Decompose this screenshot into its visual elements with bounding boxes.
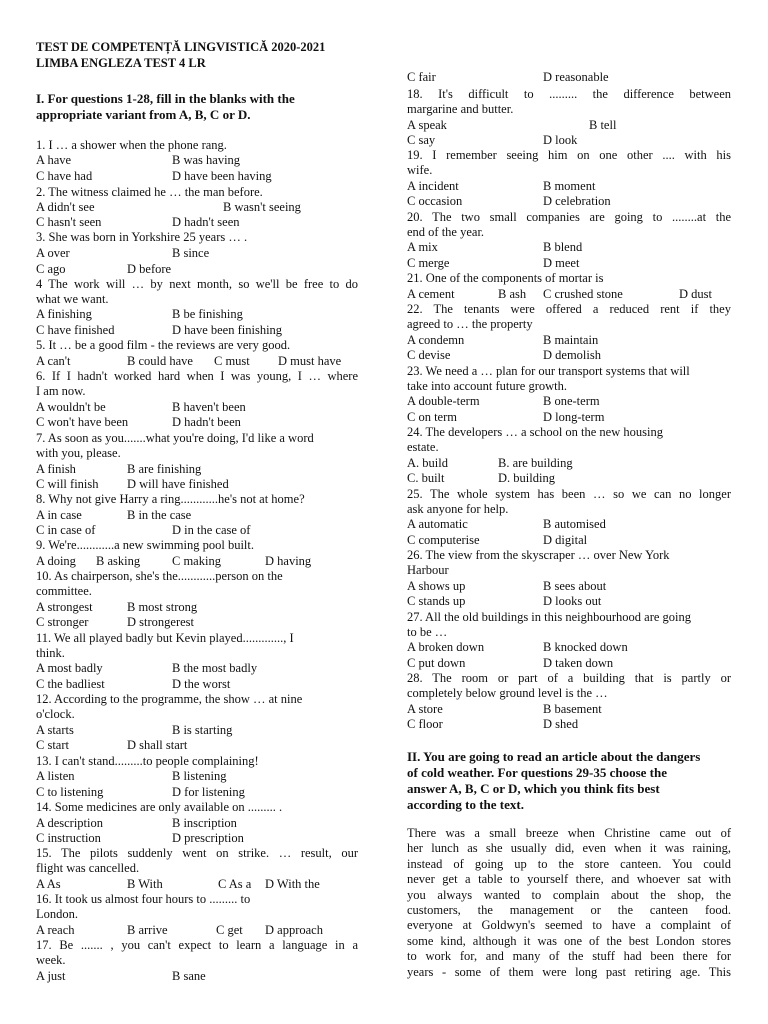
question-10-options: [36, 615, 358, 630]
option-b: B maintain: [543, 333, 599, 347]
option-d: D meet: [543, 256, 580, 270]
question-10: 10. As chairperson, she's the............person on the: [36, 569, 283, 583]
article-paragraph-line: years - some of them were long past retiring age. This: [407, 964, 731, 979]
option-d: D hadn't seen: [172, 215, 240, 229]
option-a: A speak: [407, 118, 447, 132]
option-d: D prescription: [172, 831, 244, 845]
question-16: 16. It took us almost four hours to ......... to: [36, 892, 251, 906]
option-d: D shed: [543, 717, 579, 731]
question-1-options: [36, 169, 358, 184]
question-18-options: [407, 118, 731, 133]
question-18-cont: margarine and butter.: [407, 102, 514, 116]
question-12-options: [36, 723, 358, 738]
option-b: B the most badly: [172, 661, 258, 675]
article-paragraph-line: everyone at Goldwyn's seemed to have a complaint of: [407, 918, 731, 933]
option-c: C floor: [407, 717, 443, 731]
question-5: 5. It … be a good film - the reviews are very good.: [36, 338, 291, 352]
option-a: A doing: [36, 554, 76, 568]
question-10-options: [36, 600, 358, 615]
option-c: C won't have been: [36, 415, 129, 429]
question-17-options: [36, 969, 358, 984]
option-c: C in case of: [36, 523, 96, 537]
option-a: A shows up: [407, 579, 466, 593]
question-4-options: [36, 323, 358, 338]
article-paragraph-line: instead of going up to the store canteen. You could: [407, 856, 731, 871]
option-a: A have: [36, 153, 72, 167]
question-12-options: [36, 738, 358, 753]
question-9: 9. We're............a new swimming pool built.: [36, 538, 255, 552]
section-2-instruction: II. You are going to read an article about the dangers: [407, 749, 701, 764]
question-28-options: [407, 702, 731, 717]
question-6-cont: I am now.: [36, 384, 86, 398]
question-14-options: [36, 816, 358, 831]
question-26-cont: Harbour: [407, 563, 449, 577]
option-b: B ash: [498, 287, 527, 301]
question-25-cont: ask anyone for help.: [407, 502, 509, 516]
option-c: C on term: [407, 410, 457, 424]
option-c: C As a: [218, 877, 252, 891]
question-13-options: [36, 785, 358, 800]
question-22-options: [407, 348, 731, 363]
option-d: D will have finished: [127, 477, 229, 491]
option-d: D celebration: [543, 194, 611, 208]
question-16-cont: London.: [36, 907, 79, 921]
question-19-options: [407, 179, 731, 194]
option-c: C ago: [36, 262, 66, 276]
question-20-options: [407, 256, 731, 271]
question-11: 11. We all played badly but Kevin played............., I: [36, 631, 294, 645]
question-13-options: [36, 769, 358, 784]
option-c: C crushed stone: [543, 287, 623, 301]
option-c: C have had: [36, 169, 93, 183]
section-2-instruction: according to the text.: [407, 797, 524, 812]
question-3: 3. She was born in Yorkshire 25 years … .: [36, 230, 248, 244]
question-18-options: [407, 133, 731, 148]
option-c: C. built: [407, 471, 445, 485]
question-24-cont: estate.: [407, 440, 439, 454]
option-b: B With: [127, 877, 163, 891]
option-a: A in case: [36, 508, 82, 522]
option-a: A can't: [36, 354, 71, 368]
question-2: 2. The witness claimed he … the man before.: [36, 185, 263, 199]
question-19-cont: wife.: [407, 163, 433, 177]
option-c: C stronger: [36, 615, 89, 629]
option-d: D the worst: [172, 677, 231, 691]
option-b: B could have: [127, 354, 193, 368]
question-18: 18. It's difficult to ......... the difference between: [407, 87, 731, 101]
option-a: A As: [36, 877, 61, 891]
question-10-cont: committee.: [36, 584, 92, 598]
option-d: D strongerest: [127, 615, 194, 629]
option-d: D must have: [278, 354, 342, 368]
option-c: C must: [214, 354, 250, 368]
question-8-options: [36, 523, 358, 538]
question-27: 27. All the old buildings in this neighbourhood are going: [407, 610, 692, 624]
option-a: A condemn: [407, 333, 465, 347]
option-a: A incident: [407, 179, 459, 193]
section-1-instruction: I. For questions 1-28, fill in the blanks with the: [36, 91, 295, 106]
option-c: C have finished: [36, 323, 115, 337]
question-12-cont: o'clock.: [36, 707, 75, 721]
option-a: A finishing: [36, 307, 92, 321]
question-27-options: [407, 656, 731, 671]
option-a: A didn't see: [36, 200, 95, 214]
question-20-cont: end of the year.: [407, 225, 485, 239]
option-c: C will finish: [36, 477, 99, 491]
question-19-options: [407, 194, 731, 209]
question-27-options: [407, 640, 731, 655]
option-d: D. building: [498, 471, 555, 485]
option-a: A wouldn't be: [36, 400, 106, 414]
question-21: 21. One of the components of mortar is: [407, 271, 604, 285]
option-a: A most badly: [36, 661, 103, 675]
option-a: A automatic: [407, 517, 468, 531]
option-b: B are finishing: [127, 462, 202, 476]
question-17: 17. Be ....... , you can't expect to learn a language in a: [36, 938, 358, 952]
option-d: D look: [543, 133, 578, 147]
option-d: D With the: [265, 877, 320, 891]
question-7-options: [36, 477, 358, 492]
question-8-options: [36, 508, 358, 523]
option-d: D approach: [265, 923, 323, 937]
option-b: B is starting: [172, 723, 233, 737]
option-a: A broken down: [407, 640, 485, 654]
option-c: C making: [172, 554, 221, 568]
option-d: D demolish: [543, 348, 601, 362]
question-17-options: [407, 70, 731, 85]
option-a: A cement: [407, 287, 455, 301]
option-b: B sees about: [543, 579, 607, 593]
question-23-cont: take into account future growth.: [407, 379, 568, 393]
question-2-options: [36, 215, 358, 230]
question-26-options: [407, 579, 731, 594]
article-paragraph-line: customers, the management or the canteen food.: [407, 903, 731, 917]
option-d: D hadn't been: [172, 415, 241, 429]
question-20-options: [407, 240, 731, 255]
option-b: B most strong: [127, 600, 198, 614]
question-8: 8. Why not give Harry a ring............he's not at home?: [36, 492, 305, 506]
question-7: 7. As soon as you.......what you're doing, I'd like a word: [36, 431, 314, 445]
question-2-options: [36, 200, 358, 215]
option-a: A mix: [407, 240, 438, 254]
option-b: B haven't been: [172, 400, 246, 414]
question-22-options: [407, 333, 731, 348]
option-a: A listen: [36, 769, 75, 783]
question-27-cont: to be …: [407, 625, 448, 639]
option-d: D dust: [679, 287, 712, 301]
option-b: B automised: [543, 517, 606, 531]
option-a: A strongest: [36, 600, 93, 614]
question-24-options: [407, 456, 731, 471]
option-a: A starts: [36, 723, 74, 737]
question-11-options: [36, 677, 358, 692]
question-4: 4 The work will … by next month, so we'll be free to do: [36, 277, 358, 291]
option-c: C say: [407, 133, 436, 147]
question-22-cont: agreed to … the property: [407, 317, 533, 331]
option-c: C stands up: [407, 594, 466, 608]
option-c: C merge: [407, 256, 450, 270]
question-24-options: [407, 471, 731, 486]
option-b: B sane: [172, 969, 206, 983]
option-d: D long-term: [543, 410, 605, 424]
option-a: A double-term: [407, 394, 480, 408]
option-b: B in the case: [127, 508, 192, 522]
option-b: B moment: [543, 179, 596, 193]
document-title: TEST DE COMPETENȚĂ LINGVISTICĂ 2020-2021: [36, 40, 326, 54]
option-d: D for listening: [172, 785, 245, 799]
option-d: D having: [265, 554, 312, 568]
option-d: D digital: [543, 533, 588, 547]
question-9-options: [36, 554, 358, 569]
question-26: 26. The view from the skyscraper … over New York: [407, 548, 670, 562]
option-b: B be finishing: [172, 307, 243, 321]
question-11-options: [36, 661, 358, 676]
article-paragraph-line: There was a small breeze when Christine came out of: [407, 826, 731, 840]
question-25: 25. The whole system has been … so we can no longer: [407, 487, 731, 501]
option-d: D shall start: [127, 738, 188, 752]
option-b: B inscription: [172, 816, 237, 830]
option-c: C computerise: [407, 533, 480, 547]
option-d: D reasonable: [543, 70, 609, 84]
question-22: 22. The tenants were offered a reduced rent if they: [407, 302, 731, 316]
option-c: C the badliest: [36, 677, 105, 691]
question-6-options: [36, 415, 358, 430]
question-6: 6. If I hadn't worked hard when I was young, I … where: [36, 369, 358, 383]
option-d: D have been finishing: [172, 323, 283, 337]
option-a: A over: [36, 246, 70, 260]
option-c: C hasn't seen: [36, 215, 102, 229]
article-paragraph-line: some kind, although it was one of the best London stores: [407, 933, 731, 948]
question-24: 24. The developers … a school on the new housing: [407, 425, 663, 439]
document-subtitle: LIMBA ENGLEZA TEST 4 LR: [36, 56, 206, 70]
question-14-options: [36, 831, 358, 846]
question-23: 23. We need a … plan for our transport systems that will: [407, 364, 690, 378]
option-d: D looks out: [543, 594, 602, 608]
question-11-cont: think.: [36, 646, 65, 660]
section-2-instruction: answer A, B, C or D, which you think fits best: [407, 781, 660, 796]
option-c: C occasion: [407, 194, 463, 208]
question-25-options: [407, 517, 731, 532]
section-2-instruction: of cold weather. For questions 29-35 choose the: [407, 765, 667, 780]
article-paragraph-line: never get a table to yourself there, and whoever sat with: [407, 872, 731, 887]
option-a: A. build: [407, 456, 448, 470]
question-14: 14. Some medicines are only available on ......... .: [36, 800, 283, 814]
question-1-options: [36, 153, 358, 168]
option-c: C start: [36, 738, 69, 752]
option-d: D have been having: [172, 169, 272, 183]
question-6-options: [36, 400, 358, 415]
option-a: A store: [407, 702, 443, 716]
option-c: C to listening: [36, 785, 104, 799]
option-c: C instruction: [36, 831, 101, 845]
option-b: B listening: [172, 769, 227, 783]
option-b: B one-term: [543, 394, 600, 408]
option-b: B wasn't seeing: [223, 200, 301, 214]
question-4-options: [36, 307, 358, 322]
question-17-cont: week.: [36, 953, 66, 967]
option-b: B basement: [543, 702, 602, 716]
article-paragraph-line: you always wanted to complain about the shop, the: [407, 887, 731, 902]
question-7-options: [36, 462, 358, 477]
article-paragraph-line: her lunch as she usually did, even when it was raining,: [407, 841, 731, 856]
option-b: B knocked down: [543, 640, 628, 654]
question-13: 13. I can't stand.........to people complaining!: [36, 754, 259, 768]
option-b: B arrive: [127, 923, 168, 937]
question-19: 19. I remember seeing him on one other .... with his: [407, 148, 731, 162]
option-d: D before: [127, 262, 172, 276]
option-a: A just: [36, 969, 66, 983]
option-c: C put down: [407, 656, 466, 670]
question-15-cont: flight was cancelled.: [36, 861, 140, 875]
question-28: 28. The room or part of a building that is partly or: [407, 671, 731, 685]
question-28-options: [407, 717, 731, 732]
option-b: B blend: [543, 240, 583, 254]
question-26-options: [407, 594, 731, 609]
option-b: B was having: [172, 153, 241, 167]
option-c: C fair: [407, 70, 436, 84]
question-28-cont: completely below ground level is the …: [407, 686, 608, 700]
question-15: 15. The pilots suddenly went on strike. … result, our: [36, 846, 358, 860]
question-15-options: [36, 877, 358, 892]
option-b: B asking: [96, 554, 141, 568]
option-d: D in the case of: [172, 523, 251, 537]
question-23-options: [407, 394, 731, 409]
option-d: D taken down: [543, 656, 614, 670]
article-paragraph-line: to work for, and many of the stuff had been there for: [407, 949, 731, 964]
question-3-options: [36, 262, 358, 277]
question-21-options: [407, 287, 731, 302]
question-20: 20. The two small companies are going to ........at the: [407, 210, 731, 224]
question-16-options: [36, 923, 358, 938]
section-1-instruction: appropriate variant from A, B, C or D.: [36, 107, 251, 122]
question-5-options: [36, 354, 358, 369]
option-b: B tell: [589, 118, 617, 132]
question-4-cont: what we want.: [36, 292, 109, 306]
option-c: C devise: [407, 348, 451, 362]
option-a: A description: [36, 816, 104, 830]
option-a: A finish: [36, 462, 76, 476]
option-a: A reach: [36, 923, 75, 937]
option-b: B. are building: [498, 456, 573, 470]
question-1: 1. I … a shower when the phone rang.: [36, 138, 227, 152]
option-b: B since: [172, 246, 210, 260]
question-7-cont: with you, please.: [36, 446, 121, 460]
question-12: 12. According to the programme, the show … at nine: [36, 692, 303, 706]
question-23-options: [407, 410, 731, 425]
option-c: C get: [216, 923, 243, 937]
question-3-options: [36, 246, 358, 261]
question-25-options: [407, 533, 731, 548]
